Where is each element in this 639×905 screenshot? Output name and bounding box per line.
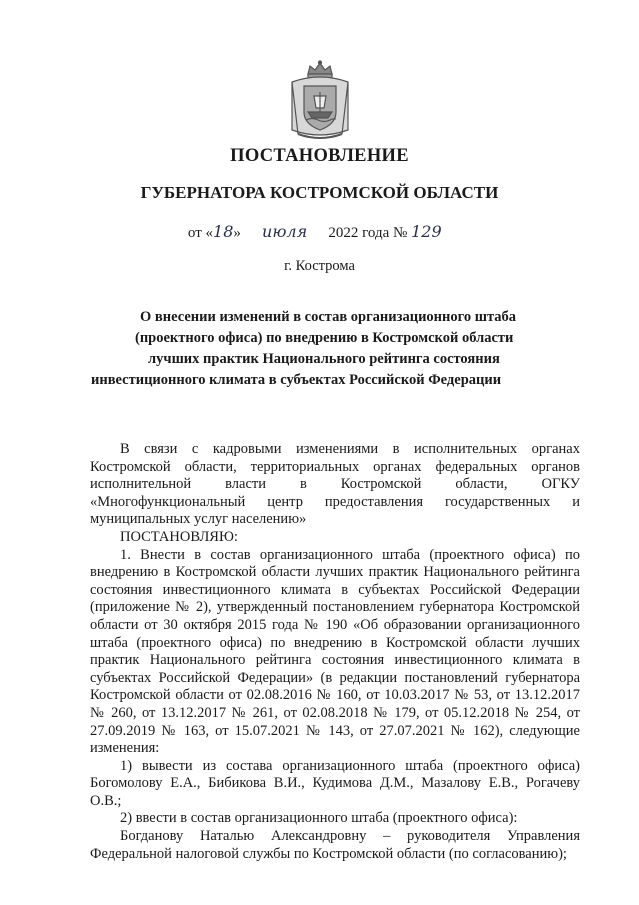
document-issuer: ГУБЕРНАТОРА КОСТРОМСКОЙ ОБЛАСТИ: [140, 183, 499, 202]
heading-line: О внесении изменений в состав организационного штаба: [140, 309, 517, 325]
sub-item-1-paragraph: 1) вывести из состава организационного штаба (проектного офиса) Богомолову Е.А., Бибикова В.И., Кудимова Д.М., Мазалову Е.В., Рогачеву О.В.;: [90, 757, 580, 809]
intro-paragraph: В связи с кадровыми изменениями в исполнительных органах Костромской области, территориальных органах федеральных органов исполнительной власти в Костромской области, ОГКУ «Многофункциональный центр предоставления государственных и муниципальных услуг населению»: [90, 441, 580, 528]
document-title: ПОСТАНОВЛЕНИЕ: [230, 146, 409, 166]
date-year: 2022 года №: [328, 225, 408, 241]
document-body: [90, 441, 580, 863]
date-month: июля: [262, 222, 308, 241]
date-mid: »: [233, 225, 241, 241]
heading-line: лучших практик Национального рейтинга состояния: [148, 351, 500, 367]
document-heading: [0, 307, 639, 391]
decree-word: ПОСТАНОВЛЯЮ:: [120, 528, 238, 545]
member-paragraph: Богданову Наталью Александровну – руководителя Управления Федеральной налоговой службы по Костромской области (по согласованию);: [90, 828, 580, 862]
date-day: 18: [213, 222, 234, 241]
date-line: [0, 222, 639, 242]
sub-item-2-paragraph: 2) ввести в состав организационного штаба (проектного офиса):: [120, 810, 518, 827]
city: г. Кострома: [284, 258, 355, 274]
heading-line: инвестиционного климата в субъектах Российской Федерации: [91, 372, 502, 388]
coat-of-arms-emblem: [288, 60, 352, 142]
date-prefix: от «: [187, 225, 214, 241]
item-1-paragraph: 1. Внести в состав организационного штаба (проектного офиса) по внедрению в Костромской области лучших практик Национального рейтинга состояния инвестиционного климата в субъектах Российской Федерации (приложение № 2), утвержденный постановлением губернатора Костромской области от 30 октября 2015 года № 190 «Об образовании организационного штаба (проектного офиса) по внедрению в Костромской области лучших практик Национального рейтинга состояния инвестиционного климата в субъектах Российской Федерации» (в редакции постановлений губернатора Костромской области от 02.08.2016 № 160, от 10.03.2017 № 53, от 13.12.2017 № 260, от 13.12.2017 № 261, от 02.08.2018 № 179, от 05.12.2018 № 254, от 27.09.2019 № 163, от 15.07.2021 № 143, от 27.07.2021 № 162), следующие изменения:: [90, 546, 580, 757]
heading-line: (проектного офиса) по внедрению в Костромской области: [135, 330, 514, 346]
document-number: 129: [411, 222, 442, 241]
